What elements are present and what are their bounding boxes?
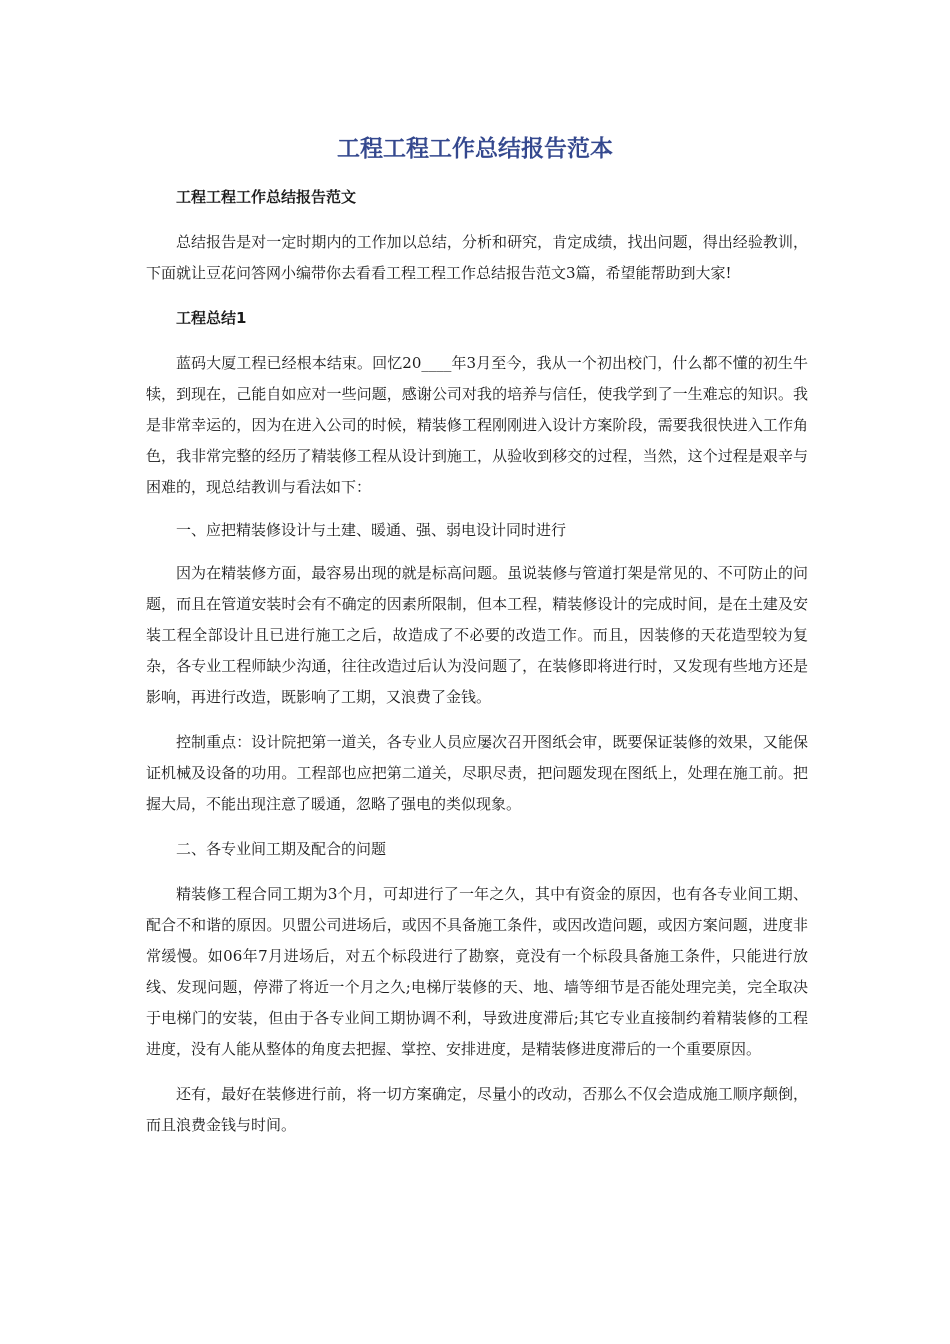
document-title: 工程工程工作总结报告范本 — [337, 136, 613, 162]
body-paragraph: 控制重点：设计院把第一道关，各专业人员应屡次召开图纸会审，既要保证装修的效果，又能保证机械及设备的功用。工程部也应把第二道关，尽职尽责，把问题发现在图纸上，处理在施工前。把握大局，不能出现注意了暖通，忽略了强电的类似现象。 — [146, 733, 808, 813]
intro-paragraph: 总结报告是对一定时期内的工作加以总结，分析和研究，肯定成绩，找出问题，得出经验教训，下面就让豆花问答网小编带你去看看工程工程工作总结报告范文3篇，希望能帮助到大家! — [146, 233, 808, 282]
body-paragraph: 蓝码大厦工程已经根本结束。回忆20____年3月至今，我从一个初出校门，什么都不懂的初生牛犊，到现在，己能自如应对一些问题，感谢公司对我的培养与信任，使我学到了一生难忘的知识。我是非常幸运的，因为在进入公司的时候，精装修工程刚刚进入设计方案阶段，需要我很快进入工作角色，我非常完整的经历了精装修工程从设计到施工，从验收到移交的过程，当然，这个过程是艰辛与困难的，现总结教训与看法如下： — [146, 354, 808, 496]
body-paragraph: 精装修工程合同工期为3个月，可却进行了一年之久，其中有资金的原因，也有各专业间工期、配合不和谐的原因。贝盟公司进场后，或因不具备施工条件，或因改造问题，或因方案问题，进度非常缓慢。如06年7月进场后，对五个标段进行了勘察，竟没有一个标段具备施工条件，只能进行放线、发现问题，停滞了将近一个月之久;电梯厅装修的天、地、墙等细节是否能处理完美，完全取决于电梯门的安装，但由于各专业间工期协调不利，导致进度滞后;其它专业直接制约着精装修的工程进度，没有人能从整体的角度去把握、掌控、安排进度，是精装修进度滞后的一个重要原因。 — [146, 885, 808, 1058]
document-body — [146, 182, 808, 1141]
section-heading-summary-1: 工程总结1 — [176, 309, 247, 327]
body-paragraph: 因为在精装修方面，最容易出现的就是标高问题。虽说装修与管道打架是常见的、不可防止的问题，而且在管道安装时会有不确定的因素所限制，但本工程，精装修设计的完成时间，是在土建及安装工程全部设计且已进行施工之后，故造成了不必要的改造工作。而且，因装修的天花造型较为复杂，各专业工程师缺少沟通，往往改造过后认为没问题了，在装修即将进行时，又发现有些地方还是影响，再进行改造，既影响了工期，又浪费了金钱。 — [146, 564, 808, 706]
document-subtitle: 工程工程工作总结报告范文 — [176, 188, 357, 206]
body-paragraph: 还有，最好在装修进行前，将一切方案确定，尽量小的改动，否那么不仅会造成施工顺序颠倒，而且浪费金钱与时间。 — [146, 1085, 808, 1134]
section-heading-1: 一、应把精装修设计与土建、暖通、强、弱电设计同时进行 — [176, 521, 567, 539]
section-heading-2: 二、各专业间工期及配合的问题 — [176, 840, 387, 858]
